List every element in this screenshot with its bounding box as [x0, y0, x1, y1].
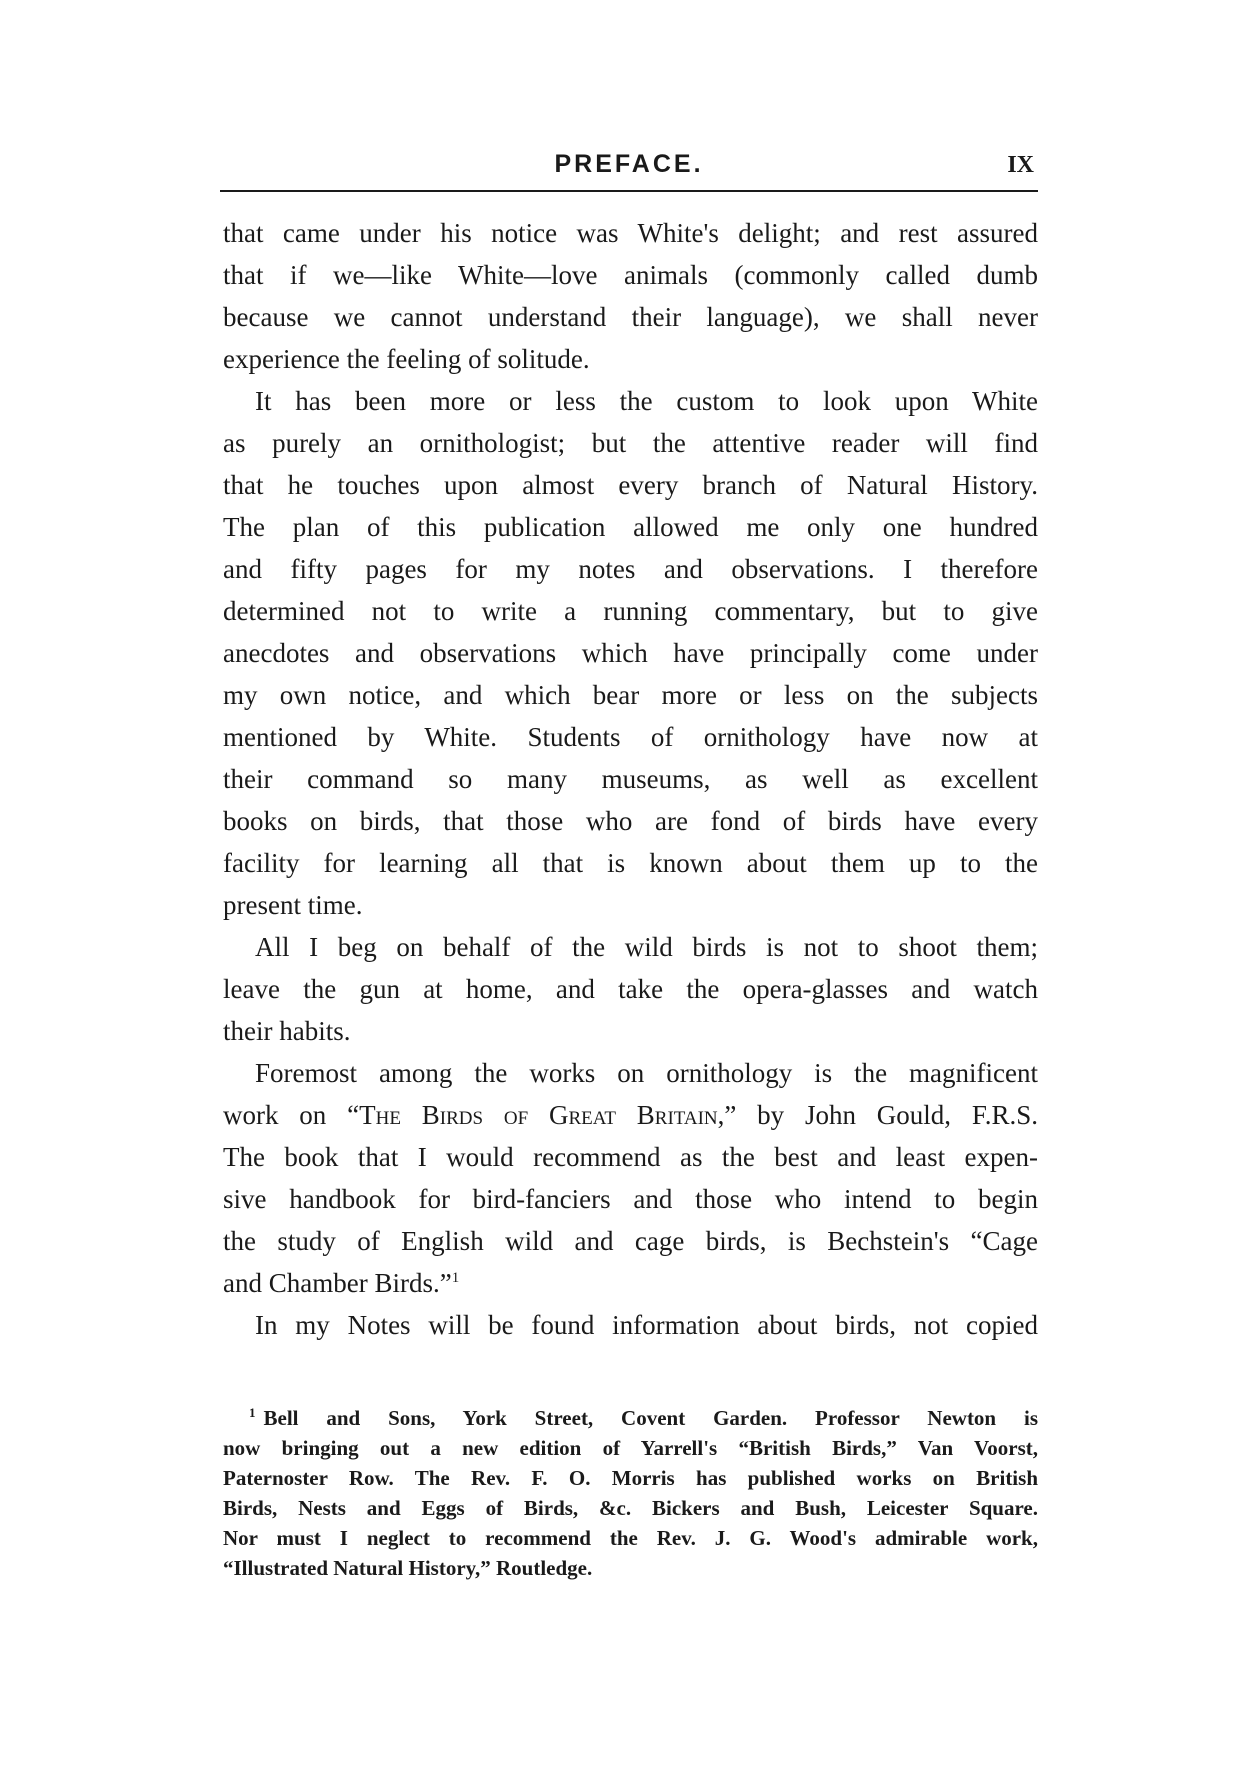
- text-line: and fifty pages for my notes and observations. I therefore: [223, 554, 1038, 584]
- text-line: sive handbook for bird-fanciers and those who intend to begin: [223, 1184, 1038, 1214]
- footnote-line: Birds, Nests and Eggs of Birds, &c. Bickers and Bush, Leicester Square.: [223, 1496, 1038, 1520]
- running-header: [220, 146, 1038, 186]
- text-line: that came under his notice was White's delight; and rest assured: [223, 218, 1038, 248]
- footnote-line: Paternoster Row. The Rev. F. O. Morris has published works on British: [223, 1466, 1038, 1490]
- text-line: that if we—like White—love animals (commonly called dumb: [223, 260, 1038, 290]
- footnote-mark: 1: [249, 1405, 256, 1420]
- text-line: facility for learning all that is known about them up to the: [223, 848, 1038, 878]
- text-line: determined not to write a running commentary, but to give: [223, 596, 1038, 626]
- page-title: PREFACE.: [554, 150, 704, 178]
- text-line: present time.: [223, 890, 363, 920]
- book-title: The Birds of Great Britain: [359, 1100, 718, 1130]
- header-rule: [220, 190, 1038, 192]
- page-number: IX: [1007, 152, 1034, 178]
- footnote-line: “Illustrated Natural History,” Routledge.: [223, 1556, 593, 1580]
- text-line: books on birds, that those who are fond of birds have every: [223, 806, 1038, 836]
- footnote-reference: 1: [451, 1270, 460, 1286]
- footnote: [223, 1403, 1038, 1583]
- text-line: because we cannot understand their language), we shall never: [223, 302, 1038, 332]
- text-line: as purely an ornithologist; but the attentive reader will find: [223, 428, 1038, 458]
- text-line: mentioned by White. Students of ornithology have now at: [223, 722, 1038, 752]
- text-fragment: ,” by John Gould, F.R.S.: [717, 1100, 1038, 1130]
- text-line: [223, 1262, 1038, 1304]
- text-line: that he touches upon almost every branch of Natural History.: [223, 470, 1038, 500]
- text-fragment: and Chamber Birds.”: [223, 1268, 452, 1298]
- text-fragment: Bell and Sons, York Street, Covent Garden. Professor Newton is: [263, 1406, 1038, 1430]
- text-line: [223, 1094, 1038, 1136]
- text-line: anecdotes and observations which have principally come under: [223, 638, 1038, 668]
- text-line: The book that I would recommend as the best and least expen-: [223, 1142, 1038, 1172]
- text-line: Foremost among the works on ornithology is the magnificent: [255, 1058, 1038, 1088]
- text-line: experience the feeling of solitude.: [223, 344, 590, 374]
- text-line: leave the gun at home, and take the opera-glasses and watch: [223, 974, 1038, 1004]
- text-line: my own notice, and which bear more or less on the subjects: [223, 680, 1038, 710]
- footnote-line: Nor must I neglect to recommend the Rev. J. G. Wood's admirable work,: [223, 1526, 1038, 1550]
- text-fragment: work on “: [223, 1100, 360, 1130]
- body-text: [223, 212, 1038, 1346]
- text-line: the study of English wild and cage birds, is Bechstein's “Cage: [223, 1226, 1038, 1256]
- text-line: their habits.: [223, 1016, 351, 1046]
- text-line: their command so many museums, as well as excellent: [223, 764, 1038, 794]
- text-line: All I beg on behalf of the wild birds is not to shoot them;: [255, 932, 1038, 962]
- text-line: It has been more or less the custom to look upon White: [255, 386, 1038, 416]
- text-line: The plan of this publication allowed me only one hundred: [223, 512, 1038, 542]
- text-line: In my Notes will be found information about birds, not copied: [255, 1310, 1038, 1340]
- footnote-line: now bringing out a new edition of Yarrell's “British Birds,” Van Voorst,: [223, 1436, 1038, 1460]
- footnote-line: [223, 1403, 1038, 1433]
